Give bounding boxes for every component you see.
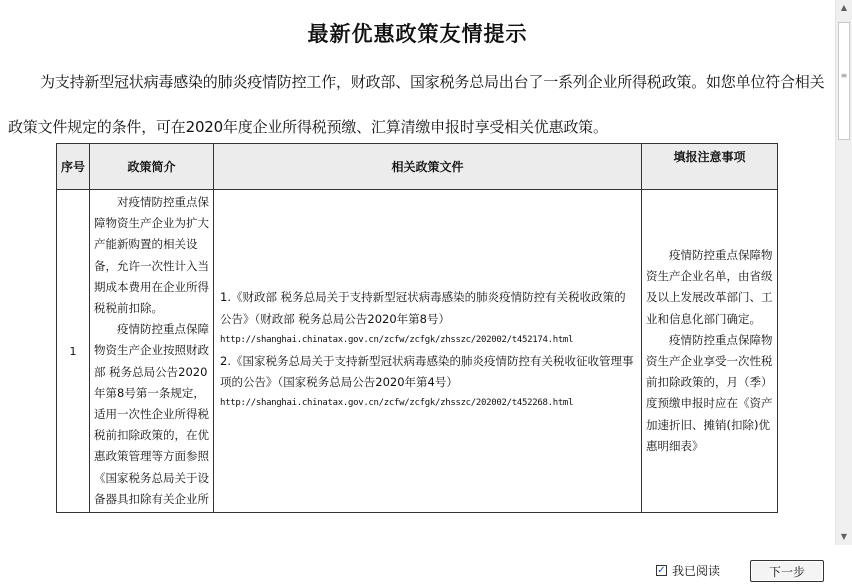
header-num: 序号 [57, 144, 90, 190]
row-summary [90, 190, 214, 513]
row-num: 1 [57, 190, 90, 513]
header-docs: 相关政策文件 [214, 144, 642, 190]
row-notes [642, 190, 778, 513]
grip-icon: ≡ [840, 71, 848, 80]
doc-title: 2.《国家税务总局关于支持新型冠状病毒感染的肺炎疫情防控有关税收征收管理事项的公告》（国家税务总局公告2020年第4号） [220, 354, 634, 390]
agree-checkbox-label[interactable] [656, 562, 720, 579]
policy-table [56, 143, 778, 513]
vertical-scrollbar[interactable] [835, 0, 852, 545]
summary-paragraph: 疫情防控重点保障物资生产企业按照财政部 税务总局公告2020年第8号第一条规定，适用一次性企业所得税税前扣除政策的，在优惠政策管理等方面参照《国家税务总局关于设备器具扣除有关企业所 [94, 322, 209, 506]
header-summary: 政策简介 [90, 144, 214, 190]
checkmark-icon: ✓ [657, 565, 666, 576]
scrollbar-thumb[interactable] [838, 22, 850, 140]
intro-paragraph: 为支持新型冠状病毒感染的肺炎疫情防控工作，财政部、国家税务总局出台了一系列企业所得税政策。如您单位符合相关政策文件规定的条件，可在2020年度企业所得税预缴、汇算清缴申报时享受相关优惠政策。 [8, 73, 825, 136]
next-button[interactable]: 下一步 [750, 560, 824, 582]
notes-paragraph: 疫情防控重点保障物资生产企业名单，由省级及以上发展改革部门、工业和信息化部门确定。 [646, 248, 773, 326]
footer-bar [0, 545, 852, 588]
doc-link[interactable]: http://shanghai.chinatax.gov.cn/zcfw/zcfgk/zhsszc/202002/t452174.html [220, 334, 574, 345]
header-notes: 填报注意事项 [642, 144, 778, 190]
agree-label: 我已阅读 [672, 564, 721, 578]
doc-link[interactable]: http://shanghai.chinatax.gov.cn/zcfw/zcfgk/zhsszc/202002/t452268.html [220, 398, 574, 409]
agree-checkbox[interactable] [656, 565, 667, 576]
notes-paragraph: 疫情防控重点保障物资生产企业享受一次性税前扣除政策的，月（季）度预缴申报时应在《资产加速折旧、摊销(扣除)优惠明细表》 [646, 332, 773, 453]
row-docs [214, 190, 642, 513]
scroll-up-icon[interactable]: ▲ [840, 3, 848, 12]
doc-title: 1.《财政部 税务总局关于支持新型冠状病毒感染的肺炎疫情防控有关税收政策的公告》（财政部 税务总局公告2020年第8号） [220, 290, 626, 326]
scroll-down-icon[interactable]: ▼ [840, 532, 848, 541]
page-title: 最新优惠政策友情提示 [307, 21, 528, 46]
table-header-row [57, 144, 778, 190]
table-row [57, 190, 778, 513]
summary-paragraph: 对疫情防控重点保障物资生产企业为扩大产能新购置的相关设备，允许一次性计入当期成本费用在企业所得税税前扣除。 [94, 195, 209, 316]
